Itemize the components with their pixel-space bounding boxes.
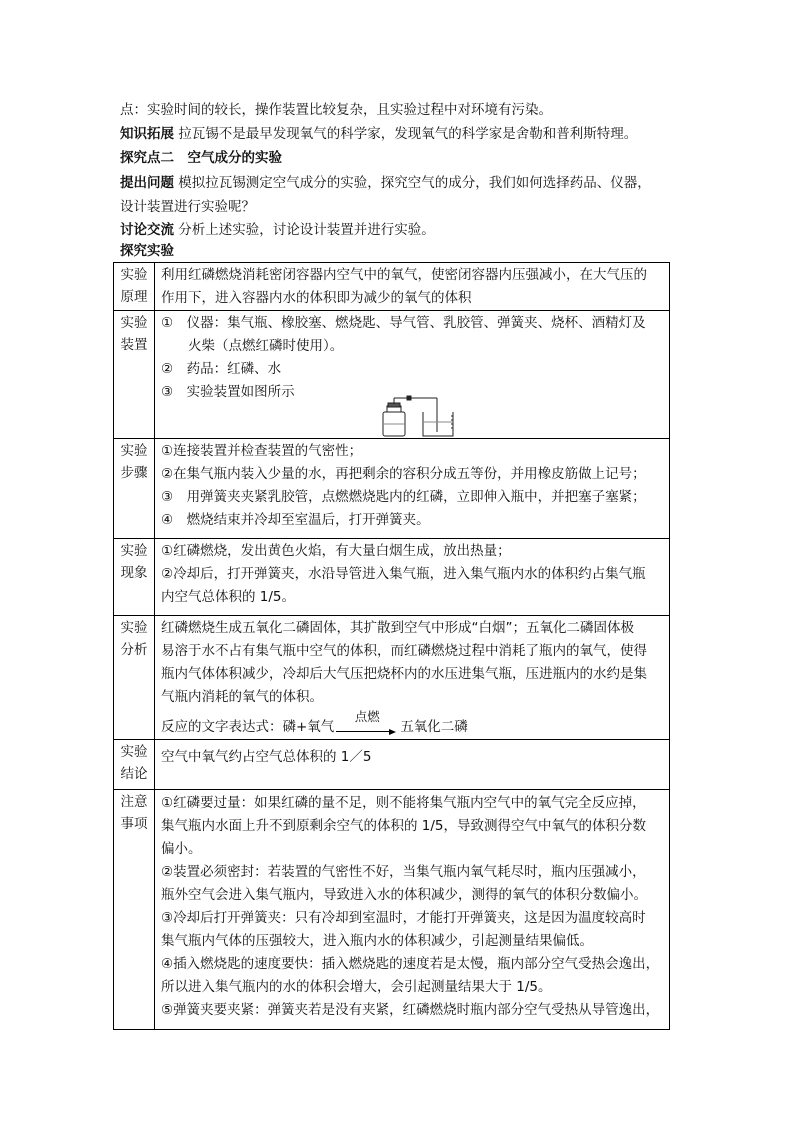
- intro-line-6: [120, 219, 680, 242]
- apparatus-label: 实验 装置: [114, 311, 155, 439]
- gas-bottle: [383, 403, 405, 436]
- principle-content: 利用红磷燃烧消耗密闭容器内空气中的氧气，使密闭容器内压强减小，在大气压的 作用下，进入容器内水的体积即为减少的氧气的体积: [155, 263, 670, 311]
- steps-content: ①连接装置并检查装置的气密性； ②在集气瓶内装入少量的水，再把剩余的容积分成五等份，并用橡皮筋做上记号； ③ 用弹簧夹夹紧乳胶管，点燃燃烧匙内的红磷，立即伸入瓶中，并把塞子塞紧； ④ 燃烧结束并冷却至室温后，打开弹簧夹。: [155, 439, 670, 539]
- question-text: 模拟拉瓦锡测定空气成分的实验，探究空气的成分，我们如何选择药品、仪器，: [178, 175, 651, 191]
- row-notes: [114, 790, 670, 1030]
- notes-label: 注意 事项: [114, 790, 155, 1030]
- analysis-label: 实验 分析: [114, 616, 155, 740]
- intro-line-5: 设计装置进行实验呢？: [120, 199, 255, 215]
- beaker: [423, 412, 453, 436]
- knowledge-extension-text: 拉瓦锡不是最早发现氧气的科学家，发现氧气的科学家是舍勒和普利斯特理。: [178, 126, 638, 142]
- analysis-content: 红磷燃烧生成五氧化二磷固体，其扩散到空气中形成“白烟”；五氧化二磷固体极 易溶于水不占有集气瓶中空气的体积，而红磷燃烧过程中消耗了瓶内的氧气，使得 瓶内气体体积减少，冷却后大气压把烧杯内的水压进集气瓶，压进瓶内的水约是集 气瓶内消耗的氧气的体积。 反应的文字表达式：磷+氧气 点燃 五氧化二磷: [155, 616, 670, 740]
- steps-label: 实验 步骤: [114, 439, 155, 539]
- phenomenon-label: 实验 现象: [114, 539, 155, 616]
- apparatus-diagram: [371, 394, 461, 438]
- connecting-tube: [394, 396, 437, 432]
- reaction-arrow: [336, 711, 398, 739]
- conclusion-label: 实验 结论: [114, 740, 155, 790]
- row-analysis: [114, 616, 670, 740]
- experiment-table: [113, 262, 670, 1030]
- apparatus-content: ① 仪器：集气瓶、橡胶塞、燃烧匙、导气管、乳胶管、弹簧夹、烧杯、酒精灯及 火柴（点燃红磷时使用）。 ② 药品：红磷、水 ③ 实验装置如图所示: [155, 311, 670, 439]
- equation-product: 五氧化二磷: [400, 719, 468, 735]
- intro-line-2: [120, 123, 680, 146]
- question-label: 提出问题: [120, 175, 174, 191]
- arrow-icon: [389, 729, 396, 735]
- section-heading: 探究点二 空气成分的实验: [120, 150, 282, 166]
- conclusion-content: 空气中氧气约占空气总体积的 1／5: [155, 740, 670, 790]
- inquiry-experiment-heading: 探究实验: [120, 243, 174, 259]
- discussion-label: 讨论交流: [120, 222, 174, 238]
- row-phenomenon: [114, 539, 670, 616]
- reaction-condition: 点燃: [354, 709, 380, 724]
- intro-line-4: [120, 172, 680, 195]
- phenomenon-content: ①红磷燃烧，发出黄色火焰，有大量白烟生成，放出热量； ②冷却后，打开弹簧夹，水沿导管进入集气瓶，进入集气瓶内水的体积约占集气瓶 内空气总体积的 1/5。: [155, 539, 670, 616]
- intro-line-1: 点：实验时间的较长，操作装置比较复杂，且实验过程中对环境有污染。: [120, 102, 552, 118]
- row-conclusion: [114, 740, 670, 790]
- row-principle: [114, 263, 670, 311]
- discussion-text: 分析上述实验，讨论设计装置并进行实验。: [178, 222, 435, 238]
- knowledge-extension-label: 知识拓展: [120, 126, 174, 142]
- notes-content: ①红磷要过量：如果红磷的量不足，则不能将集气瓶内空气中的氧气完全反应掉， 集气瓶内水面上升不到原剩余空气的体积的 1/5，导致测得空气中氧气的体积分数 偏小。 ②装置必须密封：若装置的气密性不好，当集气瓶内氧气耗尽时，瓶内压强减小， 瓶外空气会进入集气瓶内，导致进入水的体积减少，测得的氧气的体积分数偏小。 ③冷却后打开弹簧夹：只有冷却到室温时，才能打开弹簧夹，这是因为温度较高时 集气瓶内气体的压强较大，进入瓶内水的体积减少，引起测量结果偏低。 ④插入燃烧匙的速度要快：插入燃烧匙的速度若是太慢，瓶内部分空气受热会逸出， 所以进入集气瓶内的水的体积会增大，会引起测量结果大于 1/5。 ⑤弹簧夹要夹紧：弹簧夹若是没有夹紧，红磷燃烧时瓶内部分空气受热从导管逸出，: [155, 790, 670, 1030]
- word-equation: [161, 711, 665, 739]
- principle-label: 实验 原理: [114, 263, 155, 311]
- row-apparatus: [114, 311, 670, 439]
- row-steps: [114, 439, 670, 539]
- equation-reactants: 反应的文字表达式：磷+氧气: [161, 719, 335, 735]
